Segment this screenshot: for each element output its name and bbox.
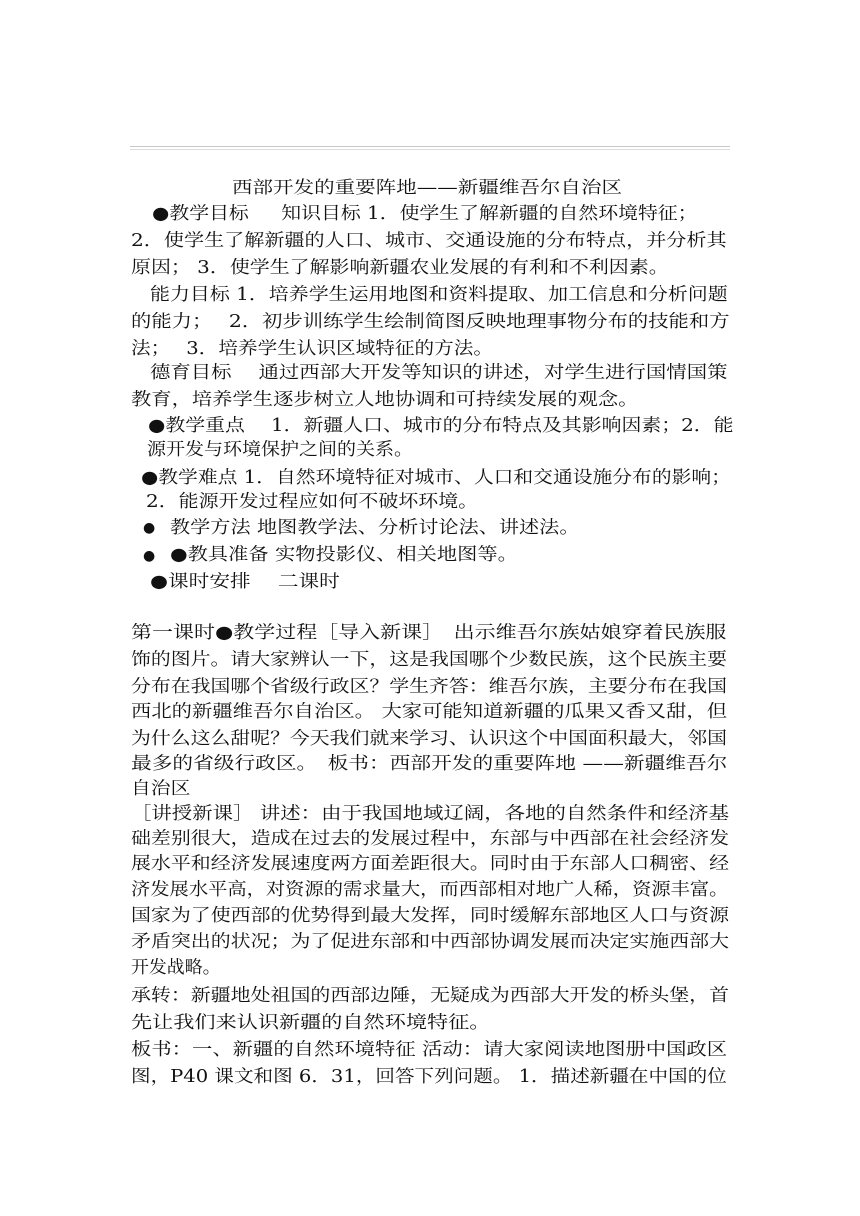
text-line: 先让我们来认识新疆的自然环境特征。 <box>131 1013 491 1033</box>
header-rule-secondary <box>130 149 730 150</box>
text-line: 法； 3．培养学生认识区域特征的方法。 <box>131 339 493 359</box>
text-line: 板书：一、新疆的自然环境特征 活动：请大家阅读地图册中国政区 <box>131 1040 728 1060</box>
text-line: 国家为了使西部的优势得到最大发挥，同时缓解东部地区人口与资源 <box>131 906 729 926</box>
text-line: ●课时安排 二课时 <box>150 572 340 592</box>
text-line: 开发战略。 <box>131 958 221 978</box>
text-line: 为什么这么甜呢？今天我们就来学习、认识这个中国面积最大，邻国 <box>131 729 727 749</box>
text-line: 教育，培养学生逐步树立人地协调和可持续发展的观念。 <box>131 390 639 410</box>
text-line: 图，P40 课文和图 6．31，回答下列问题。 1．描述新疆在中国的位 <box>131 1067 727 1087</box>
text-line: 济发展水平高，对资源的需求量大，而西部相对地广人稀，资源丰富。 <box>131 880 729 900</box>
text-line: ●教学难点 1．自然环境特征对城市、人口和交通设施分布的影响； <box>141 468 731 488</box>
text-line: 2．使学生了解新疆的人口、城市、交通设施的分布特点，并分析其 <box>131 231 727 251</box>
text-line: 西北的新疆维吾尔自治区。 大家可能知道新疆的瓜果又香又甜，但 <box>131 702 728 722</box>
text-line: 第一课时●教学过程［导入新课］ 出示维吾尔族姑娘穿着民族服 <box>131 623 727 643</box>
text-line: ●教学重点 1．新疆人口、城市的分布特点及其影响因素；2．能 <box>148 416 734 436</box>
text-line: 承转：新疆地处祖国的西部边陲，无疑成为西部大开发的桥头堡，首 <box>131 986 729 1006</box>
text-line: 的能力； 2．初步训练学生绘制简图反映地理事物分布的技能和方 <box>131 312 730 332</box>
text-line: 源开发与环境保护之间的关系。 <box>147 440 413 460</box>
text-line: ［讲授新课］ 讲述：由于我国地域辽阔，各地的自然条件和经济基 <box>131 804 730 824</box>
text-line: 原因； 3．使学生了解影响新疆农业发展的有利和不利因素。 <box>131 258 669 278</box>
text-line: 自治区 <box>131 779 191 799</box>
text-line: 最多的省级行政区。 板书：西部开发的重要阵地 ——新疆维吾尔 <box>131 754 728 774</box>
text-line: 2．能源开发过程应如何不破坏环境。 <box>146 492 479 512</box>
text-line: 展水平和经济发展速度两方面差距很大。同时由于东部人口稠密、经 <box>131 854 729 874</box>
text-line: 础差别很大，造成在过去的发展过程中，东部与中西部在社会经济发 <box>131 829 729 849</box>
document-title: 西部开发的重要阵地——新疆维吾尔自治区 <box>232 178 622 198</box>
text-line: 饰的图片。请大家辨认一下，这是我国哪个少数民族，这个民族主要 <box>131 650 727 670</box>
list-bullet: ● <box>143 520 156 536</box>
text-line: 德育目标 通过西部大开发等知识的讲述，对学生进行国情国策 <box>150 363 728 383</box>
text-line: ●教学目标 知识目标 1．使学生了解新疆的自然环境特征； <box>152 204 698 224</box>
header-rule <box>130 146 730 147</box>
text-line: 矛盾突出的状况；为了促进东部和中西部协调发展而决定实施西部大 <box>131 932 729 952</box>
text-line: 能力目标 1．培养学生运用地图和资料提取、加工信息和分析问题 <box>150 285 728 305</box>
text-line: ●教具准备 实物投影仪、相关地图等。 <box>170 545 518 565</box>
list-bullet: ● <box>143 548 156 564</box>
text-line: 分布在我国哪个省级行政区？学生齐答：维吾尔族，主要分布在我国 <box>131 677 727 697</box>
text-line: 教学方法 地图教学法、分析讨论法、讲述法。 <box>170 518 580 538</box>
